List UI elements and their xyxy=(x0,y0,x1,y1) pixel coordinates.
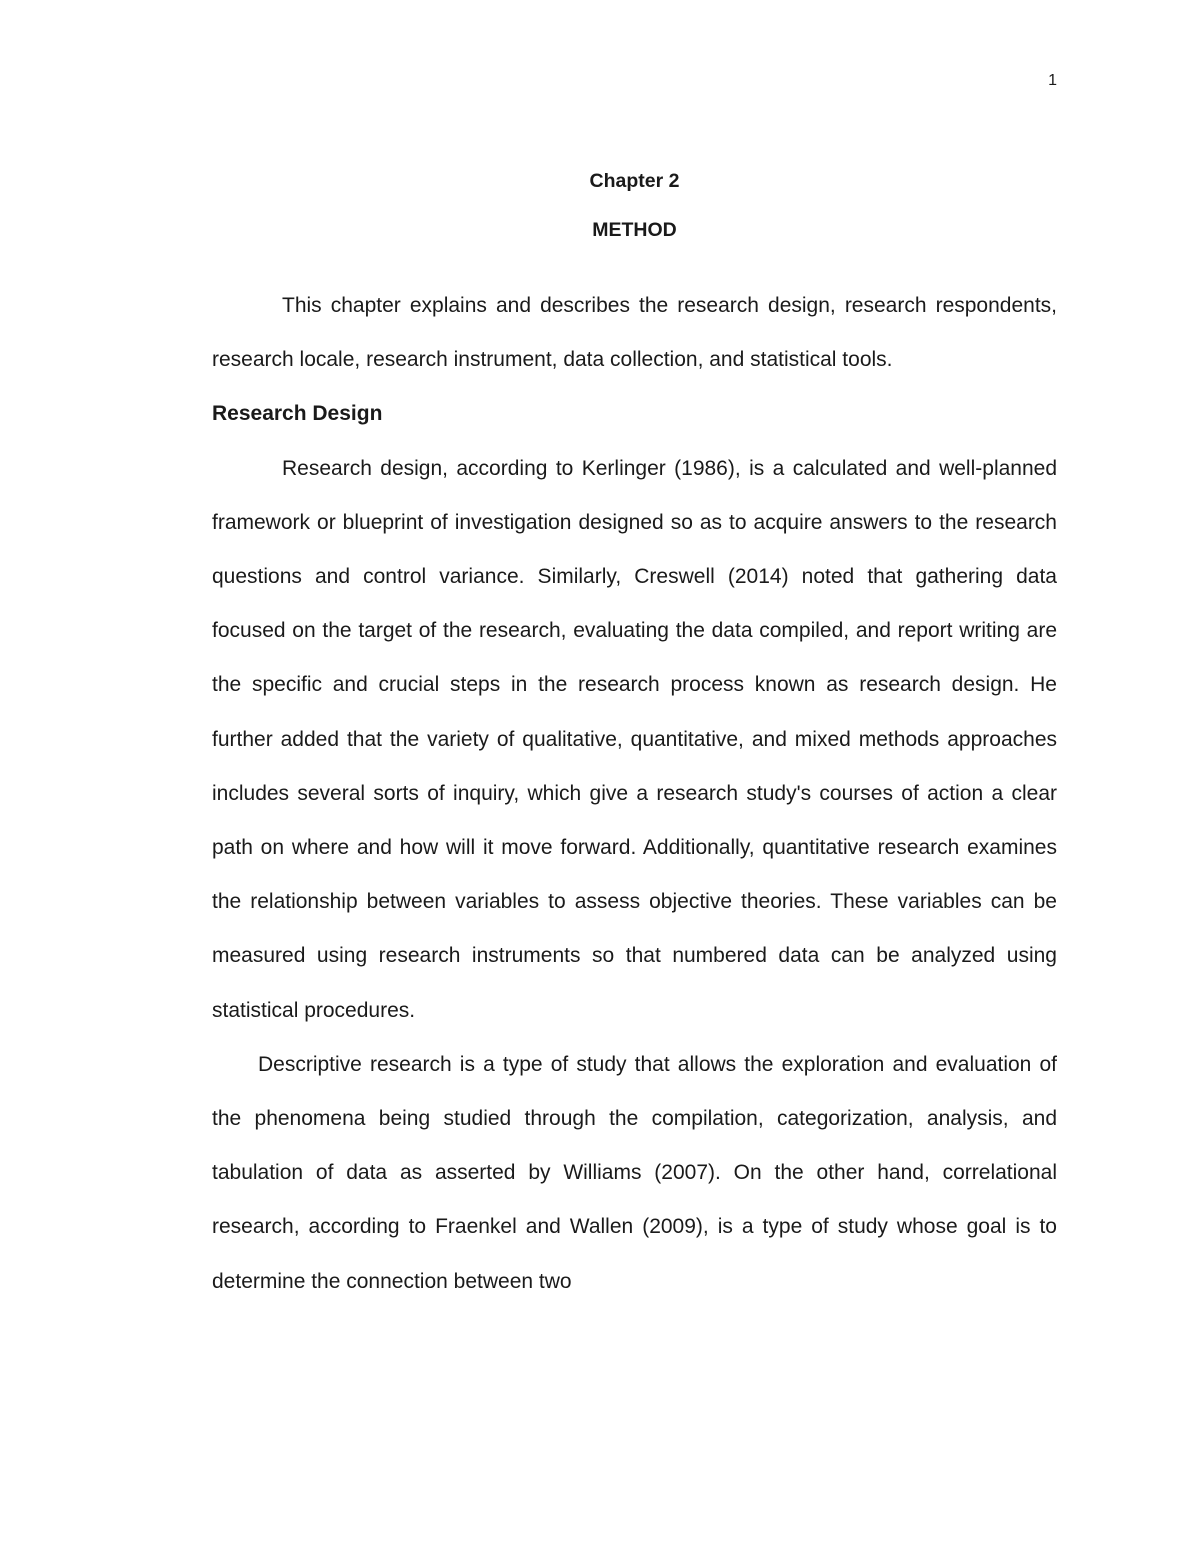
research-design-paragraph: Research design, according to Kerlinger (1986), is a calculated and well-planned framework or blueprint of investigation designed so as to acquire answers to the research questions and control variance. Similarly, Creswell (2014) noted that gathering data focused on the target of the research, evaluating the data compiled, and report writing are the specific and crucial steps in the research process known as research design. He further added that the variety of qualitative, quantitative, and mixed methods approaches includes several sorts of inquiry, which give a research study's courses of action a clear path on where and how will it move forward. Additionally, quantitative research examines the relationship between variables to assess objective theories. These variables can be measured using research instruments so that numbered data can be analyzed using statistical procedures. xyxy=(212,456,1057,1022)
page-number: 1 xyxy=(1048,72,1057,89)
intro-paragraph: This chapter explains and describes the research design, research respondents, research locale, research instrument, data collection, and statistical tools. xyxy=(212,294,1057,372)
descriptive-research-paragraph: Descriptive research is a type of study that allows the exploration and evaluation of the phenomena being studied through the compilation, categorization, analysis, and tabulation of data as asserted by Williams (2007). On the other hand, correlational research, according to Fraenkel and Wallen (2009), is a type of study whose goal is to determine the connection between two xyxy=(212,1052,1057,1293)
chapter-label: Chapter 2 xyxy=(589,170,680,192)
chapter-title: METHOD xyxy=(592,219,677,241)
section-heading: Research Design xyxy=(212,402,383,426)
body-text xyxy=(212,279,1057,1309)
